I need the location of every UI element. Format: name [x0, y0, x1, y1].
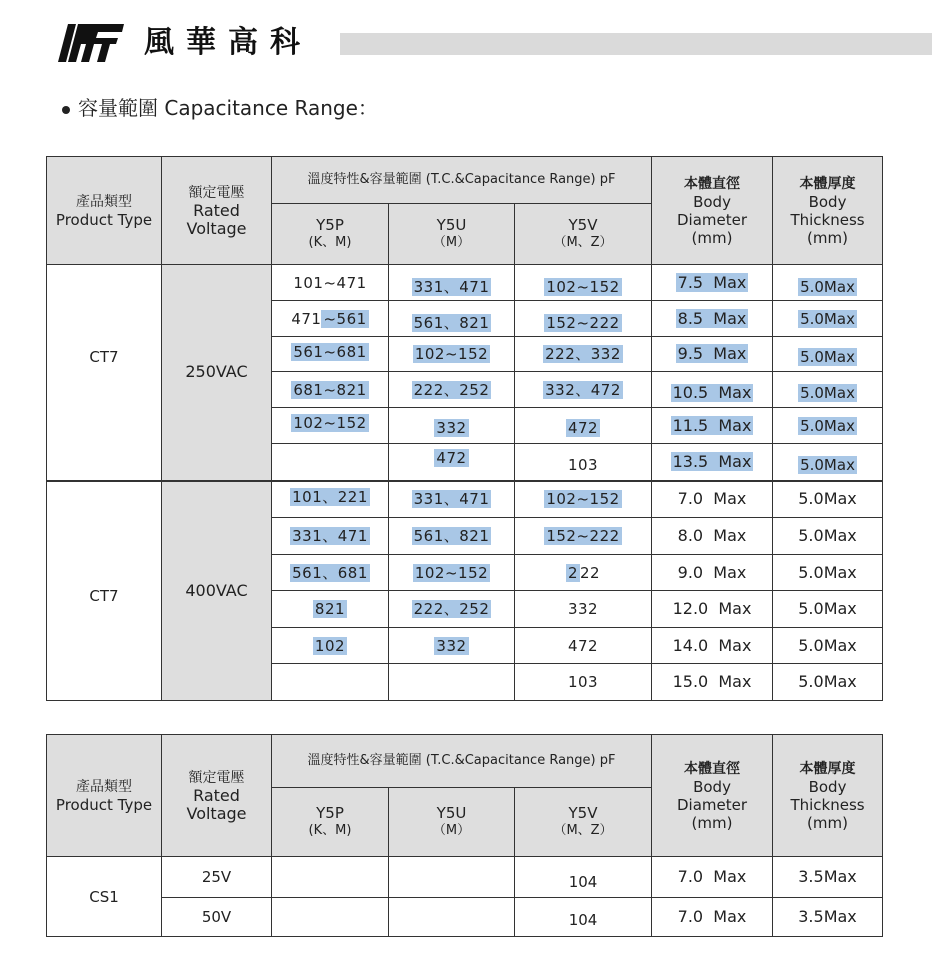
y5u-cell	[389, 372, 515, 408]
diameter-cell	[652, 857, 773, 898]
y5v-cell	[515, 444, 652, 481]
diameter-cell	[652, 664, 773, 701]
diameter-cell	[652, 265, 773, 301]
header-body-thickness	[773, 157, 883, 265]
header-thickness-en3: (mm)	[807, 228, 848, 247]
header-thickness-zh: 本體厚度	[799, 175, 856, 192]
diameter-value: 11.5 Max	[672, 415, 752, 435]
y5p-value: 561~681	[293, 343, 367, 361]
thickness-cell	[773, 518, 883, 555]
y5p-value: 102~152	[293, 413, 367, 432]
diameter-value: 15.0 Max	[672, 672, 752, 691]
y5v-value: 103	[567, 455, 599, 474]
header-thickness-en2: Thickness	[790, 210, 865, 229]
thickness-value: 5.0Max	[798, 526, 857, 545]
y5u-cell	[389, 664, 515, 701]
y5v-value: 332	[567, 600, 599, 618]
thickness-value: 5.0Max	[798, 672, 857, 691]
header-diameter-en2: Diameter	[677, 795, 748, 814]
section-title	[62, 92, 378, 121]
y5p-value: 101、221	[292, 488, 368, 507]
y5u-cell	[389, 301, 515, 337]
diameter-cell	[652, 408, 773, 444]
diameter-value: 8.5 Max	[677, 308, 747, 328]
diameter-value: 9.5 Max	[677, 344, 747, 363]
header-diameter-zh: 本體直徑	[684, 760, 741, 777]
y5v-cell	[515, 555, 652, 591]
y5u-value: 331、471	[413, 277, 490, 296]
y5v-cell	[515, 265, 652, 301]
diameter-cell	[652, 518, 773, 555]
header-tc-range: 溫度特性&容量範圍 (T.C.&Capacitance Range) pF	[272, 735, 652, 788]
header-y5v	[515, 788, 652, 857]
thickness-value: 5.0Max	[800, 277, 855, 296]
thickness-cell	[773, 898, 883, 937]
y5v-value: 152~222	[546, 313, 620, 332]
y5p-value: 681~821	[293, 380, 367, 399]
header-y5p-label: Y5P	[316, 216, 344, 234]
y5v-value: 332、472	[545, 380, 621, 399]
y5v-cell	[515, 408, 652, 444]
diameter-cell	[652, 628, 773, 664]
header-tc-range: 溫度特性&容量範圍 (T.C.&Capacitance Range) pF	[272, 157, 652, 204]
y5u-cell	[389, 444, 515, 481]
diameter-value: 7.5 Max	[677, 272, 747, 292]
y5v-cell	[515, 301, 652, 337]
y5p-cell	[272, 337, 389, 372]
y5p-cell	[272, 372, 389, 408]
thickness-cell	[773, 372, 883, 408]
header-y5u-sub: （M）	[432, 235, 471, 250]
header-product-type-zh: 產品類型	[76, 778, 132, 795]
header-rated-voltage-en1: Rated	[193, 200, 240, 220]
diameter-cell	[652, 301, 773, 337]
header-thickness-en3: (mm)	[807, 813, 848, 832]
header-y5p-label: Y5P	[316, 804, 344, 822]
rated-voltage-cell: 250VAC	[162, 265, 272, 481]
bullet-icon	[62, 106, 70, 114]
y5u-cell	[389, 591, 515, 628]
header-y5u	[389, 204, 515, 265]
diameter-value: 7.0 Max	[677, 907, 747, 926]
header-y5u	[389, 788, 515, 857]
y5p-cell	[272, 664, 389, 701]
header-body-diameter	[652, 735, 773, 857]
y5v-cell	[515, 518, 652, 555]
thickness-value: 5.0Max	[800, 416, 855, 435]
table-row	[47, 898, 883, 937]
header-y5u-label: Y5U	[436, 804, 467, 822]
thickness-value: 5.0Max	[800, 309, 855, 328]
y5p-cell	[272, 301, 389, 337]
y5u-value: 102~152	[414, 345, 489, 363]
header-y5p	[272, 204, 389, 265]
y5v-cell	[515, 628, 652, 664]
y5u-value: 332	[436, 418, 467, 437]
diameter-cell	[652, 444, 773, 481]
diameter-value: 14.0 Max	[672, 635, 752, 655]
rated-voltage-cell: 50V	[162, 898, 272, 937]
y5v-cell	[515, 898, 652, 937]
thickness-value: 5.0Max	[800, 383, 855, 402]
y5v-cell	[515, 372, 652, 408]
thickness-cell	[773, 408, 883, 444]
diameter-cell	[652, 481, 773, 518]
rated-voltage-cell: 25V	[162, 857, 272, 898]
header-y5v-sub: （M、Z）	[553, 235, 613, 250]
brand-name: 風華高科	[144, 25, 312, 60]
y5v-value-b: 22	[579, 563, 601, 582]
y5p-value: 331、471	[292, 527, 368, 545]
y5v-value: 104	[568, 911, 598, 929]
table-row	[47, 857, 883, 898]
header-body-diameter	[652, 157, 773, 265]
y5v-cell	[515, 591, 652, 628]
header-product-type-zh: 產品類型	[76, 193, 132, 210]
y5p-cell	[272, 591, 389, 628]
diameter-value: 7.0 Max	[677, 867, 747, 886]
diameter-cell	[652, 591, 773, 628]
product-type-cell: CS1	[47, 857, 162, 937]
y5p-value: 101~471	[293, 273, 367, 292]
page-header	[58, 20, 932, 66]
thickness-cell	[773, 555, 883, 591]
header-diameter-zh: 本體直徑	[684, 175, 741, 192]
thickness-value: 3.5Max	[798, 867, 857, 886]
y5u-value: 222、252	[413, 380, 490, 399]
header-thickness-en1: Body	[808, 777, 847, 796]
header-rated-voltage	[162, 157, 272, 265]
y5u-value: 332	[436, 636, 467, 655]
header-thickness-zh: 本體厚度	[799, 760, 856, 777]
diameter-cell	[652, 372, 773, 408]
y5p-cell	[272, 898, 389, 937]
header-rated-voltage-en2: Voltage	[186, 218, 247, 238]
table-row	[47, 265, 883, 301]
diameter-cell	[652, 337, 773, 372]
y5u-cell	[389, 337, 515, 372]
y5v-value: 103	[567, 673, 599, 691]
y5u-value: 472	[436, 448, 467, 467]
header-rated-voltage-en1: Rated	[193, 785, 240, 805]
thickness-value: 5.0Max	[798, 489, 857, 509]
y5v-cell	[515, 857, 652, 898]
y5p-cell	[272, 481, 389, 518]
thickness-cell	[773, 628, 883, 664]
y5p-value-b: ~561	[323, 309, 367, 328]
y5u-cell	[389, 857, 515, 898]
diameter-value: 7.0 Max	[677, 489, 747, 509]
y5u-cell	[389, 265, 515, 301]
y5u-cell	[389, 898, 515, 937]
diameter-value: 12.0 Max	[672, 599, 752, 618]
thickness-value: 5.0Max	[800, 455, 855, 474]
header-rated-voltage-zh: 額定電壓	[188, 184, 245, 201]
header-product-type-en: Product Type	[55, 795, 153, 814]
thickness-cell	[773, 857, 883, 898]
y5v-value: 104	[568, 873, 598, 891]
header-diameter-en3: (mm)	[691, 228, 733, 247]
header-diameter-en1: Body	[693, 192, 731, 211]
thickness-value: 3.5Max	[798, 907, 857, 926]
capacitance-table-ct7	[46, 156, 883, 701]
y5p-cell	[272, 628, 389, 664]
rated-voltage-cell: 400VAC	[162, 481, 272, 701]
header-y5p-sub: (K、M)	[308, 823, 352, 838]
header-y5v-label: Y5V	[568, 216, 598, 234]
header-product-type	[47, 735, 162, 857]
thickness-value: 5.0Max	[800, 348, 855, 366]
thickness-cell	[773, 481, 883, 518]
diameter-cell	[652, 898, 773, 937]
y5p-cell	[272, 408, 389, 444]
y5v-cell	[515, 481, 652, 518]
thickness-cell	[773, 664, 883, 701]
header-diameter-en3: (mm)	[691, 813, 733, 832]
y5p-cell	[272, 518, 389, 555]
thickness-value: 5.0Max	[798, 635, 857, 655]
y5p-cell	[272, 555, 389, 591]
header-product-type-en: Product Type	[55, 210, 153, 229]
header-thickness-en2: Thickness	[790, 795, 865, 814]
y5v-value-a: 2	[567, 563, 578, 582]
header-product-type	[47, 157, 162, 265]
header-rated-voltage-en2: Voltage	[186, 803, 247, 823]
header-y5v	[515, 204, 652, 265]
diameter-cell	[652, 555, 773, 591]
header-y5v-label: Y5V	[568, 804, 598, 822]
y5v-cell	[515, 337, 652, 372]
header-bar	[340, 33, 932, 55]
y5v-cell	[515, 664, 652, 701]
diameter-value: 10.5 Max	[672, 382, 752, 402]
y5u-cell	[389, 628, 515, 664]
y5p-value: 102	[314, 636, 346, 655]
y5v-value: 472	[567, 636, 599, 655]
thickness-cell	[773, 444, 883, 481]
thickness-cell	[773, 265, 883, 301]
y5p-value-a: 471	[291, 309, 322, 328]
y5u-value: 561、821	[413, 313, 490, 332]
header-rated-voltage-zh: 額定電壓	[188, 769, 245, 786]
y5u-value: 222、252	[413, 600, 490, 618]
thickness-cell	[773, 301, 883, 337]
header-y5v-sub: （M、Z）	[553, 823, 613, 838]
thickness-value: 5.0Max	[798, 562, 857, 582]
y5u-cell	[389, 518, 515, 555]
header-rated-voltage	[162, 735, 272, 857]
header-y5u-sub: （M）	[432, 823, 471, 838]
thickness-value: 5.0Max	[798, 599, 857, 618]
y5v-value: 102~152	[546, 277, 620, 296]
header-y5p-sub: (K、M)	[308, 235, 352, 250]
y5v-value: 472	[567, 418, 599, 437]
y5p-value: 821	[314, 600, 346, 618]
header-y5p	[272, 788, 389, 857]
y5p-cell	[272, 857, 389, 898]
section-title-text: 容量範圍 Capacitance Range：	[78, 96, 378, 120]
y5v-value: 102~152	[546, 490, 620, 509]
header-diameter-en1: Body	[693, 777, 731, 796]
y5u-cell	[389, 481, 515, 518]
thickness-cell	[773, 337, 883, 372]
header-y5u-label: Y5U	[436, 216, 467, 234]
y5p-cell	[272, 444, 389, 481]
product-type-cell: CT7	[47, 265, 162, 481]
y5p-value: 561、681	[292, 563, 368, 582]
product-type-cell: CT7	[47, 481, 162, 701]
y5u-value: 331、471	[413, 490, 490, 509]
y5v-value: 222、332	[545, 345, 621, 363]
diameter-value: 13.5 Max	[672, 451, 752, 471]
diameter-value: 8.0 Max	[677, 526, 747, 545]
capacitance-table-cs1	[46, 734, 883, 937]
y5p-cell	[272, 265, 389, 301]
y5v-value: 152~222	[546, 527, 620, 545]
y5u-cell	[389, 408, 515, 444]
diameter-value: 9.0 Max	[677, 562, 747, 582]
brand-logo-icon	[58, 24, 124, 62]
y5u-cell	[389, 555, 515, 591]
header-diameter-en2: Diameter	[677, 210, 748, 229]
header-body-thickness	[773, 735, 883, 857]
y5u-value: 561、821	[413, 527, 490, 545]
y5u-value: 102~152	[414, 563, 489, 582]
thickness-cell	[773, 591, 883, 628]
header-thickness-en1: Body	[808, 192, 847, 211]
table-row	[47, 481, 883, 518]
